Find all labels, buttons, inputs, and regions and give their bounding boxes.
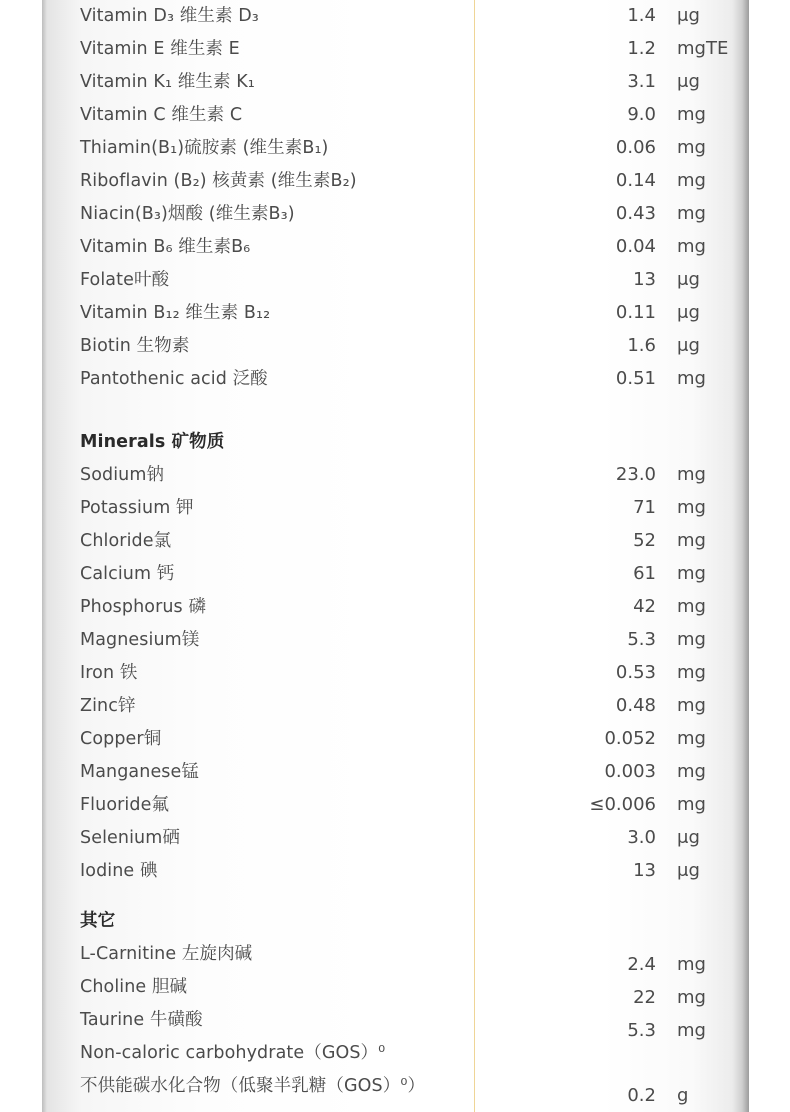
table-row: [80, 527, 740, 555]
table-row: [80, 725, 740, 753]
nutrient-value: 13: [633, 860, 656, 881]
table-row: [80, 299, 740, 327]
nutrient-unit: mg: [677, 563, 706, 584]
table-row: [80, 791, 740, 819]
table-row: [80, 167, 740, 195]
table-row: [80, 692, 740, 720]
table-row: [80, 824, 740, 852]
nutrient-unit: mg: [677, 728, 706, 749]
nutrient-unit: μg: [677, 269, 700, 290]
nutrient-label: Manganese锰: [80, 762, 199, 782]
nutrient-unit: μg: [677, 827, 700, 848]
nutrient-label: Vitamin E 维生素 E: [80, 39, 240, 59]
nutrient-label: Vitamin B₁₂ 维生素 B₁₂: [80, 303, 271, 323]
nutrient-unit: mg: [677, 497, 706, 518]
nutrient-label: Taurine 牛磺酸: [80, 1010, 203, 1030]
nutrient-label: Non-caloric carbohydrate（GOS）⁰: [80, 1043, 386, 1063]
nutrient-label: L-Carnitine 左旋肉碱: [80, 944, 253, 964]
nutrient-unit: mg: [677, 368, 706, 389]
nutrient-value: 3.1: [627, 71, 656, 92]
nutrient-label: Thiamin(B₁)硫胺素 (维生素B₁): [80, 138, 329, 158]
nutrient-label: Potassium 钾: [80, 498, 194, 518]
nutrient-value: 0.51: [615, 368, 656, 389]
nutrient-label: Vitamin D₃ 维生素 D₃: [80, 6, 259, 26]
nutrient-label: Folate叶酸: [80, 270, 170, 290]
nutrient-unit: g: [677, 1085, 689, 1106]
table-row: [80, 200, 740, 228]
section-heading-others: [80, 907, 740, 935]
nutrient-value: 1.6: [627, 335, 656, 356]
nutrient-value: 5.3: [627, 629, 656, 650]
nutrient-value: 0.14: [615, 170, 656, 191]
nutrient-label: Biotin 生物素: [80, 336, 190, 356]
nutrient-value: 2.4: [627, 954, 656, 975]
nutrient-unit: mg: [677, 761, 706, 782]
nutrient-label: Pantothenic acid 泛酸: [80, 369, 268, 389]
nutrient-unit: μg: [677, 335, 700, 356]
section-heading-minerals: [80, 428, 740, 456]
nutrient-value: 23.0: [615, 464, 656, 485]
table-row: [80, 266, 740, 294]
nutrient-unit: mg: [677, 236, 706, 257]
nutrient-label: Copper铜: [80, 729, 162, 749]
nutrient-label: Selenium硒: [80, 828, 180, 848]
nutrient-unit: mg: [677, 203, 706, 224]
nutrient-label: Choline 胆碱: [80, 977, 188, 997]
nutrient-value: 0.48: [615, 695, 656, 716]
table-row: [80, 365, 740, 393]
nutrient-unit: mg: [677, 137, 706, 158]
nutrient-unit: mg: [677, 1020, 706, 1041]
nutrient-unit: mg: [677, 596, 706, 617]
nutrient-value: 5.3: [627, 1020, 656, 1041]
nutrient-label: Iron 铁: [80, 663, 138, 683]
nutrient-label: Phosphorus 磷: [80, 597, 207, 617]
nutrient-unit: mg: [677, 695, 706, 716]
nutrient-value: 0.53: [615, 662, 656, 683]
nutrient-value: 1.2: [627, 38, 656, 59]
nutrient-value: 0.43: [615, 203, 656, 224]
nutrient-value: 52: [633, 530, 656, 551]
nutrient-value: 0.11: [615, 302, 656, 323]
nutrient-unit: mg: [677, 530, 706, 551]
table-row: [80, 68, 740, 96]
nutrient-value: 61: [633, 563, 656, 584]
table-row: [80, 461, 740, 489]
table-row: [80, 758, 740, 786]
table-row: [80, 2, 740, 30]
table-row-values: [80, 1082, 740, 1110]
nutrient-value: 9.0: [627, 104, 656, 125]
nutrient-label: Calcium 钙: [80, 564, 175, 584]
nutrient-value: 0.052: [604, 728, 656, 749]
section-heading: 其它: [80, 911, 116, 931]
nutrient-label: Vitamin B₆ 维生素B₆: [80, 237, 251, 257]
table-row: [80, 560, 740, 588]
nutrient-value: 1.4: [627, 5, 656, 26]
nutrient-value: 0.2: [627, 1085, 656, 1106]
nutrient-label: Sodium钠: [80, 465, 165, 485]
nutrient-value: 0.003: [604, 761, 656, 782]
nutrient-value: 3.0: [627, 827, 656, 848]
nutrient-unit: mg: [677, 662, 706, 683]
nutrient-unit: mg: [677, 170, 706, 191]
table-row: [80, 233, 740, 261]
nutrient-unit: μg: [677, 860, 700, 881]
nutrient-label: 不供能碳水化合物（低聚半乳糖（GOS）⁰）: [80, 1076, 426, 1096]
table-row: [80, 35, 740, 63]
nutrient-value: 22: [633, 987, 656, 1008]
nutrient-unit: mg: [677, 794, 706, 815]
section-heading: Minerals 矿物质: [80, 432, 225, 452]
nutrient-value: 13: [633, 269, 656, 290]
nutrient-unit: mg: [677, 464, 706, 485]
table-row: [80, 857, 740, 885]
nutrient-unit: mg: [677, 629, 706, 650]
table-row: [80, 1039, 740, 1067]
nutrient-value: ≤0.006: [589, 794, 656, 815]
nutrient-label: Magnesium镁: [80, 630, 200, 650]
nutrient-unit: μg: [677, 71, 700, 92]
nutrient-label: Zinc锌: [80, 696, 136, 716]
nutrient-label: Fluoride氟: [80, 795, 170, 815]
nutrient-unit: mg: [677, 987, 706, 1008]
table-row: [80, 626, 740, 654]
table-row: [80, 332, 740, 360]
table-row: [80, 659, 740, 687]
nutrient-label: Niacin(B₃)烟酸 (维生素B₃): [80, 204, 295, 224]
nutrient-unit: μg: [677, 302, 700, 323]
table-row: [80, 134, 740, 162]
table-row: [80, 494, 740, 522]
nutrient-value: 0.06: [615, 137, 656, 158]
nutrient-value: 71: [633, 497, 656, 518]
nutrient-value: 0.04: [615, 236, 656, 257]
nutrient-unit: mg: [677, 104, 706, 125]
table-row: [80, 101, 740, 129]
table-row: [80, 593, 740, 621]
nutrient-label: Riboflavin (B₂) 核黄素 (维生素B₂): [80, 171, 357, 191]
nutrient-unit: mg: [677, 954, 706, 975]
nutrient-label: Iodine 碘: [80, 861, 158, 881]
nutrient-label: Chloride氯: [80, 531, 172, 551]
nutrient-value: 42: [633, 596, 656, 617]
nutrient-label: Vitamin K₁ 维生素 K₁: [80, 72, 255, 92]
nutrient-unit: mgTE: [677, 38, 729, 59]
nutrient-label: Vitamin C 维生素 C: [80, 105, 243, 125]
nutrient-unit: μg: [677, 5, 700, 26]
